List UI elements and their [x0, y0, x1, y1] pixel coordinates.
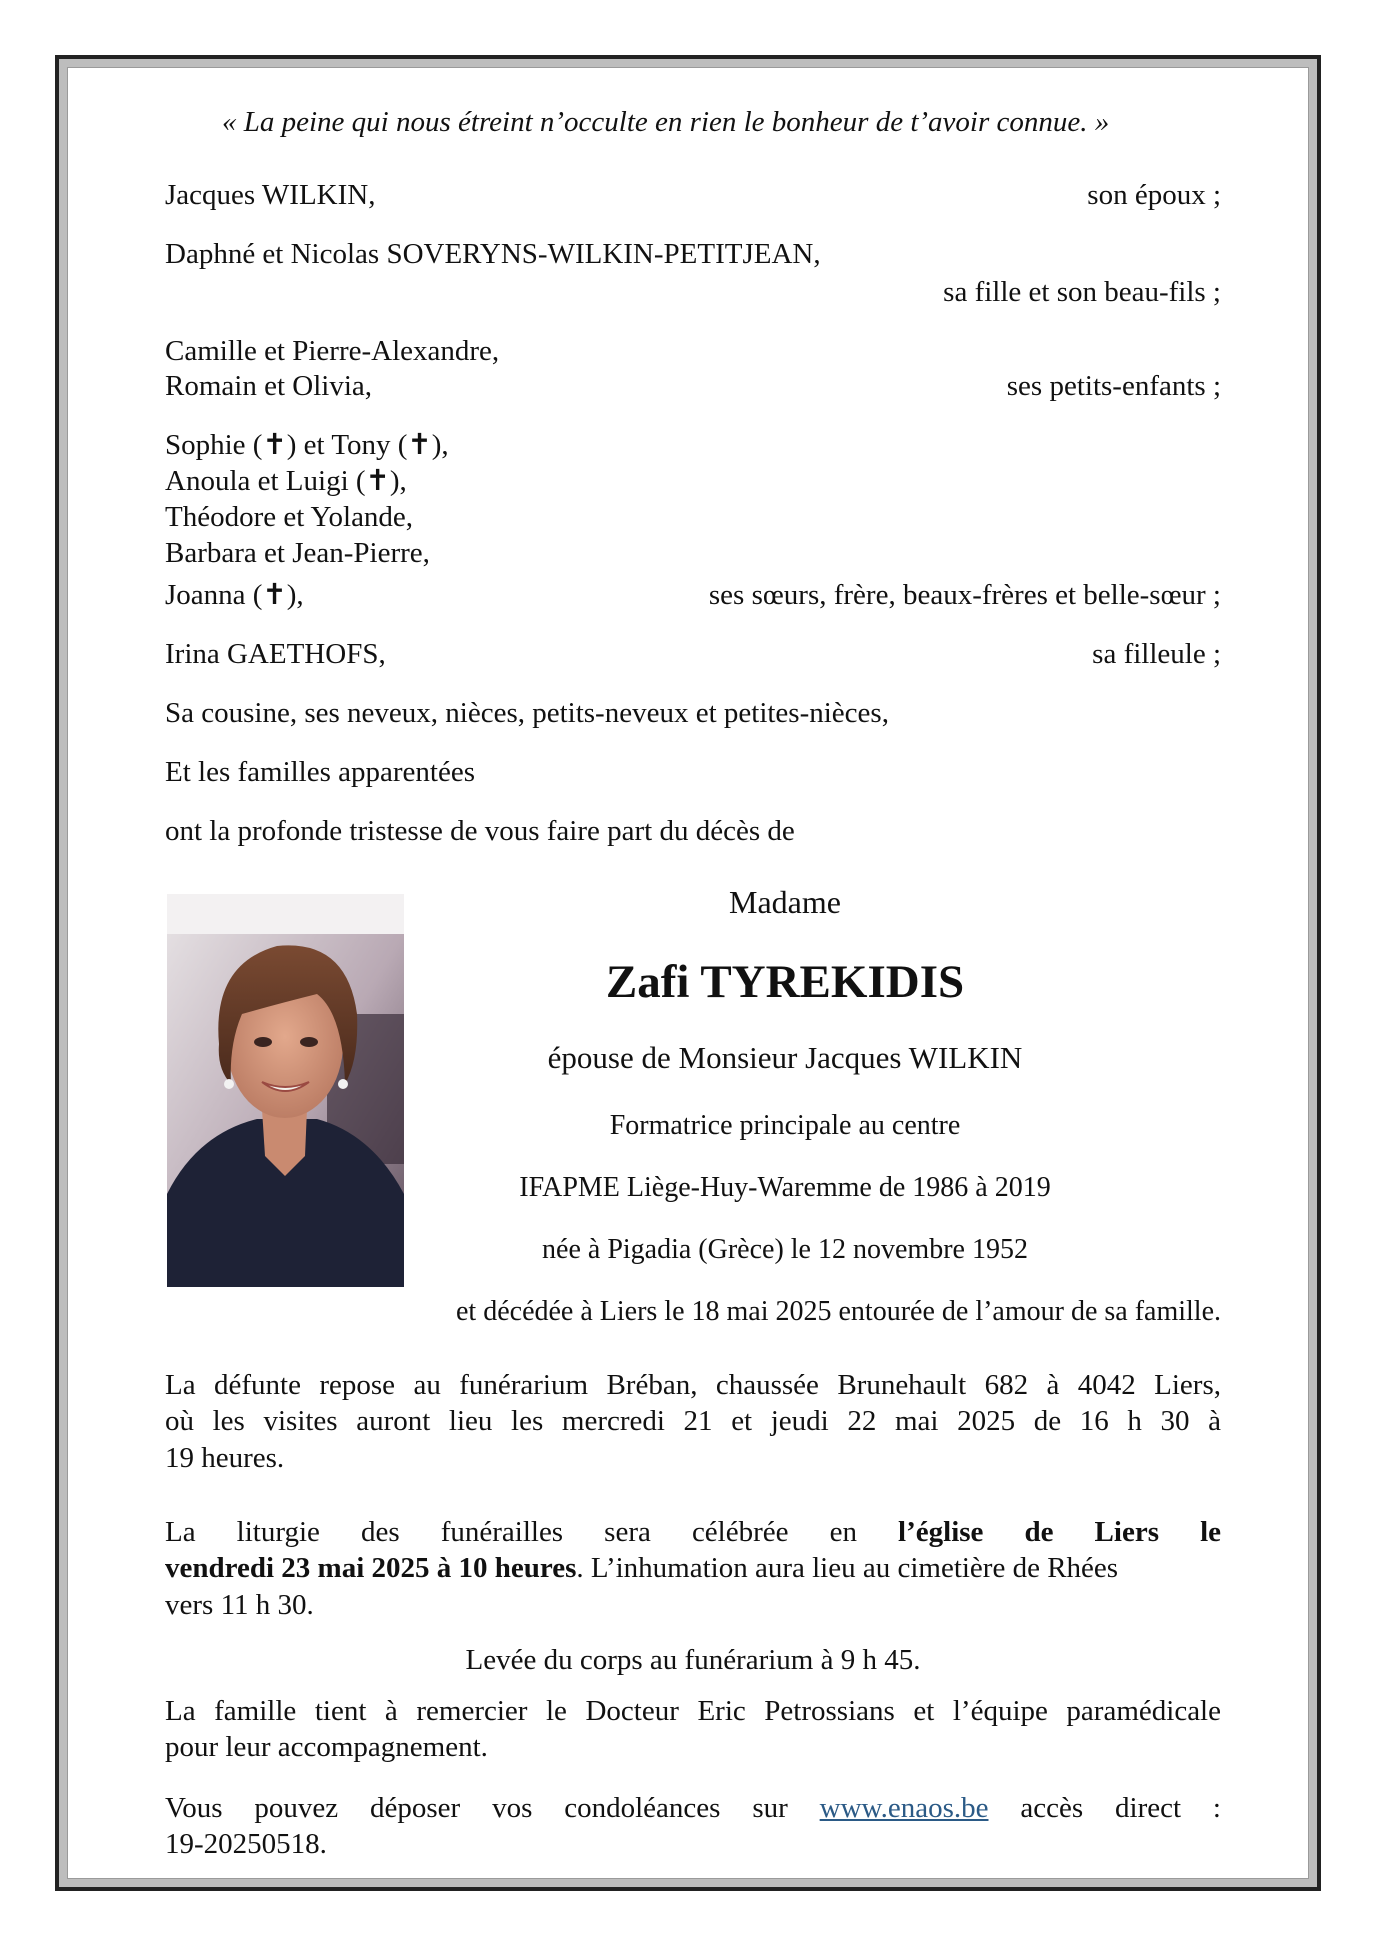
family-husband-relation: son époux ; — [1087, 179, 1221, 211]
deceased-title: Madame — [729, 884, 841, 920]
deceased-spouse: épouse de Monsieur Jacques WILKIN — [547, 1040, 1023, 1075]
family-daughter: Daphné et Nicolas SOVERYNS-WILKIN-PETITJEAN, — [165, 238, 821, 270]
repose-line-2: où les visites auront lieu les mercredi 21 et jeudi 22 mai 2025 de 16 h 30 à — [165, 1405, 1221, 1437]
thanks-line-1: La famille tient à remercier le Docteur Eric Petrossians et l’équipe paramédicale — [165, 1695, 1221, 1727]
family-siblings-5: Joanna (✝), — [165, 579, 304, 611]
liturgy-burial: . L’inhumation aura lieu au cimetière de Rhées — [576, 1552, 1119, 1584]
family-siblings-relation: ses sœurs, frère, beaux-frères et belle-sœur ; — [708, 579, 1221, 611]
liturgy-line-3: vers 11 h 30. — [165, 1589, 314, 1621]
condolences-line-1 — [165, 1790, 1221, 1826]
family-siblings-4: Barbara et Jean-Pierre, — [165, 537, 430, 569]
family-siblings-2: Anoula et Luigi (✝), — [165, 465, 407, 497]
family-grandchildren-relation: ses petits-enfants ; — [1006, 370, 1221, 402]
family-daughter-relation: sa fille et son beau-fils ; — [943, 276, 1221, 308]
family-husband: Jacques WILKIN, — [165, 179, 376, 211]
thanks-line-2: pour leur accompagnement. — [165, 1731, 488, 1763]
deceased-job-2: IFAPME Liège-Huy-Waremme de 1986 à 2019 — [519, 1172, 1051, 1203]
repose-line-1: La défunte repose au funérarium Bréban, chaussée Brunehault 682 à 4042 Liers, — [165, 1369, 1221, 1401]
family-grandchildren-2: Romain et Olivia, — [165, 370, 372, 402]
epitaph-quote: « La peine qui nous étreint n’occulte en rien le bonheur de t’avoir connue. » — [222, 106, 1110, 138]
family-siblings-3: Théodore et Yolande, — [165, 501, 414, 533]
deceased-job-1: Formatrice principale au centre — [609, 1110, 961, 1141]
liturgy-date: vendredi 23 mai 2025 à 10 heures — [165, 1552, 577, 1584]
condolences-link[interactable]: www.enaos.be — [819, 1792, 989, 1824]
family-grandchildren-1: Camille et Pierre-Alexandre, — [165, 335, 500, 367]
liturgy-line-2 — [165, 1550, 1221, 1586]
family-cousins: Sa cousine, ses neveux, nièces, petits-neveux et petites-nièces, — [165, 697, 889, 729]
repose-line-3: 19 heures. — [165, 1442, 285, 1474]
deceased-name: Zafi TYREKIDIS — [605, 956, 965, 1008]
family-related: Et les familles apparentées — [165, 756, 476, 788]
liturgy-church: l’église de Liers le — [898, 1516, 1221, 1548]
levee-line: Levée du corps au funérarium à 9 h 45. — [465, 1644, 921, 1676]
portrait-photo — [167, 894, 404, 1287]
condolences-code: 19-20250518. — [165, 1828, 327, 1860]
deceased-death: et décédée à Liers le 18 mai 2025 entourée de l’amour de sa famille. — [456, 1296, 1221, 1327]
liturgy-text-1: La liturgie des funérailles sera célébrée en — [165, 1516, 899, 1548]
deceased-birth: née à Pigadia (Grèce) le 12 novembre 1952 — [542, 1234, 1028, 1265]
liturgy-line-1 — [165, 1514, 1221, 1550]
family-goddaughter-relation: sa filleule ; — [1092, 638, 1221, 670]
portrait-illustration — [167, 894, 404, 1287]
family-siblings-1: Sophie (✝) et Tony (✝), — [165, 429, 449, 461]
condolences-text: Vous pouvez déposer vos condoléances sur — [165, 1792, 820, 1824]
condolences-access: accès direct : — [988, 1792, 1221, 1824]
announcement-line: ont la profonde tristesse de vous faire part du décès de — [165, 815, 795, 847]
family-goddaughter: Irina GAETHOFS, — [165, 638, 386, 670]
